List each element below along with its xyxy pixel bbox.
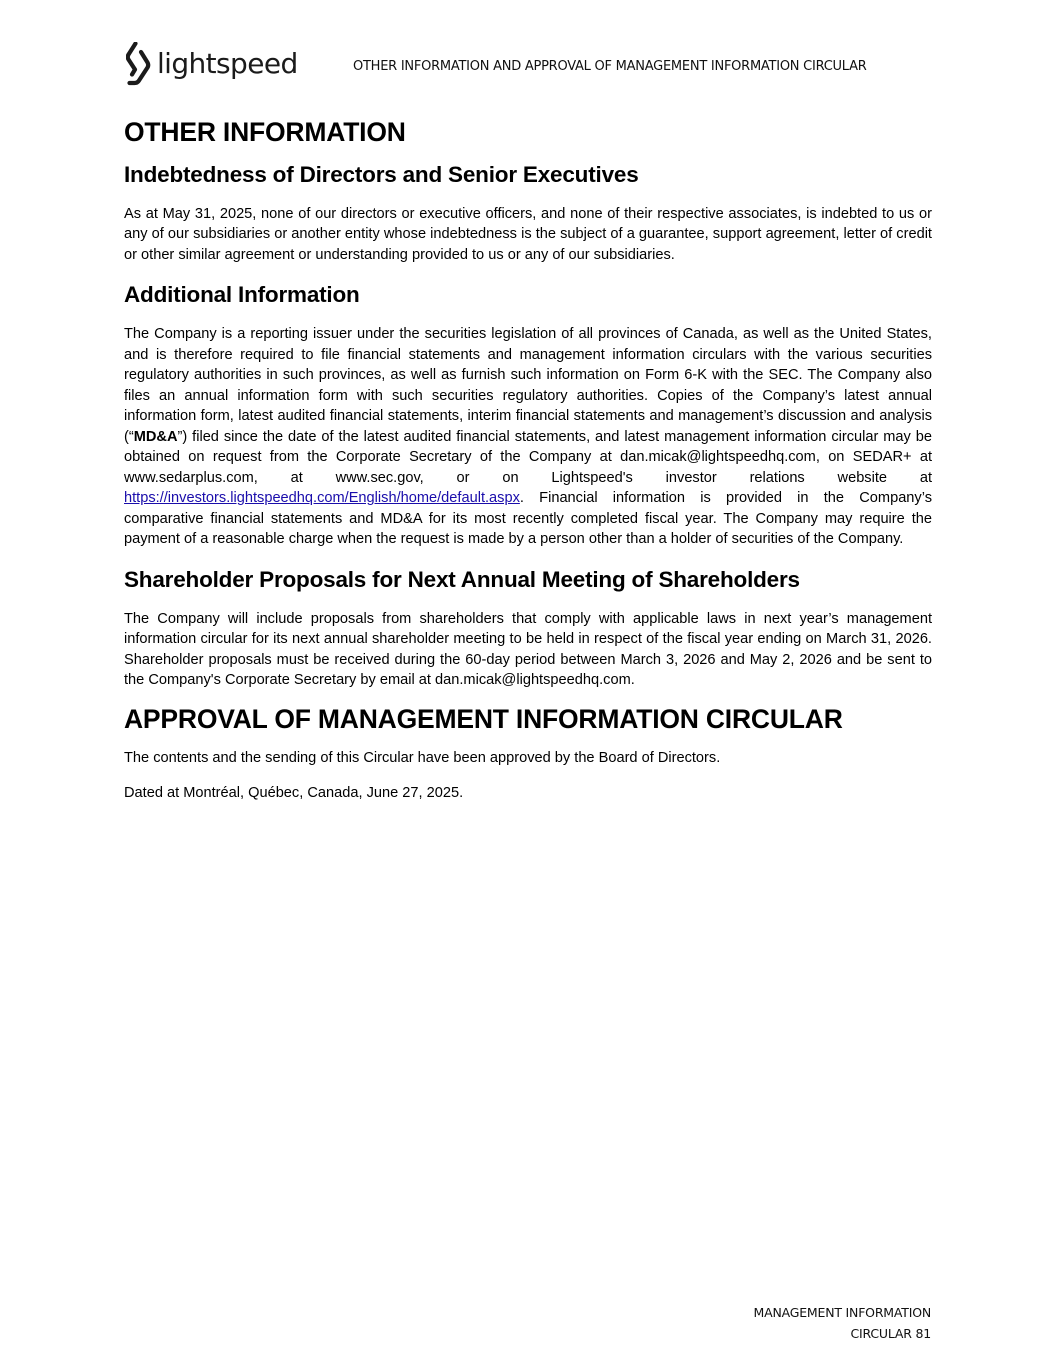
- logo-wordmark: lightspeed: [157, 47, 298, 80]
- shareholder-proposals-paragraph: The Company will include proposals from shareholders that comply with applicable laws in next year’s management information circular for its next annual shareholder meeting to be held in respect of the fiscal year ending on March 31, 2026. Shareholder proposals must be received during the 60-day period between March 3, 2026 and May 2, 2026 and be sent to the Company's Corporate Secretary by email at dan.micak@lightspeedhq.com.: [124, 610, 932, 689]
- page-header: [126, 40, 932, 90]
- other-information-heading: OTHER INFORMATION: [124, 117, 406, 147]
- additional-text-part3: . Financial information is provided in the Company’s comparative financial statements and MD&A for its most recently completed fiscal year. The Company may require the payment of a reasonable charge when the request is made by a person other than a holder of securities of the Company.: [124, 490, 932, 548]
- document-body: [124, 117, 932, 804]
- additional-text-part1: The Company is a reporting issuer under the securities legislation of all provinces of Canada, as well as the United States, and is therefore required to file financial statements and management information circulars with the various securities regulatory authorities in such provinces, as well as furnish such information on Form 6-K with the SEC. The Company also files an annual information form with such securities regulatory authorities. Copies of the Company’s latest annual information form, latest audited financial statements, interim financial statements and management’s discussion and analysis (“: [124, 326, 932, 445]
- dated-paragraph: Dated at Montréal, Québec, Canada, June 27, 2025.: [124, 785, 464, 802]
- flame-icon: [126, 42, 152, 86]
- investor-relations-link[interactable]: https://investors.lightspeedhq.com/English/home/default.aspx: [124, 490, 520, 507]
- indebtedness-paragraph: As at May 31, 2025, none of our directors or executive officers, and none of their respective associates, is indebted to us or any of our subsidiaries or another entity whose indebtedness is the subject of a guarantee, support agreement, letter of credit or other similar agreement or understanding provided to us or any of our subsidiaries.: [124, 205, 932, 263]
- footer-line-1: MANAGEMENT INFORMATION: [753, 1305, 931, 1320]
- approval-paragraph: The contents and the sending of this Circular have been approved by the Board of Directors.: [124, 749, 721, 766]
- page-footer: [754, 1302, 931, 1344]
- additional-information-paragraph: [124, 324, 932, 550]
- lightspeed-logo: [126, 42, 298, 86]
- footer-page-number: CIRCULAR 81: [850, 1326, 931, 1341]
- additional-information-heading: Additional Information: [124, 282, 360, 308]
- mda-defined-term: MD&A: [133, 428, 178, 445]
- shareholder-proposals-heading: Shareholder Proposals for Next Annual Meeting of Shareholders: [124, 566, 800, 592]
- indebtedness-heading: Indebtedness of Directors and Senior Executives: [124, 161, 639, 187]
- additional-text-part2: ”) filed since the date of the latest audited financial statements, and latest management information circular may be obtained on request from the Corporate Secretary of the Company at dan.micak@lightspeedhq.com, on SEDAR+ at www.sedarplus.com, at www.sec.gov, or on Lightspeed's investor relations website at: [124, 428, 932, 486]
- running-header-title: OTHER INFORMATION AND APPROVAL OF MANAGEMENT INFORMATION CIRCULAR: [353, 59, 867, 74]
- approval-heading: APPROVAL OF MANAGEMENT INFORMATION CIRCULAR: [124, 703, 843, 734]
